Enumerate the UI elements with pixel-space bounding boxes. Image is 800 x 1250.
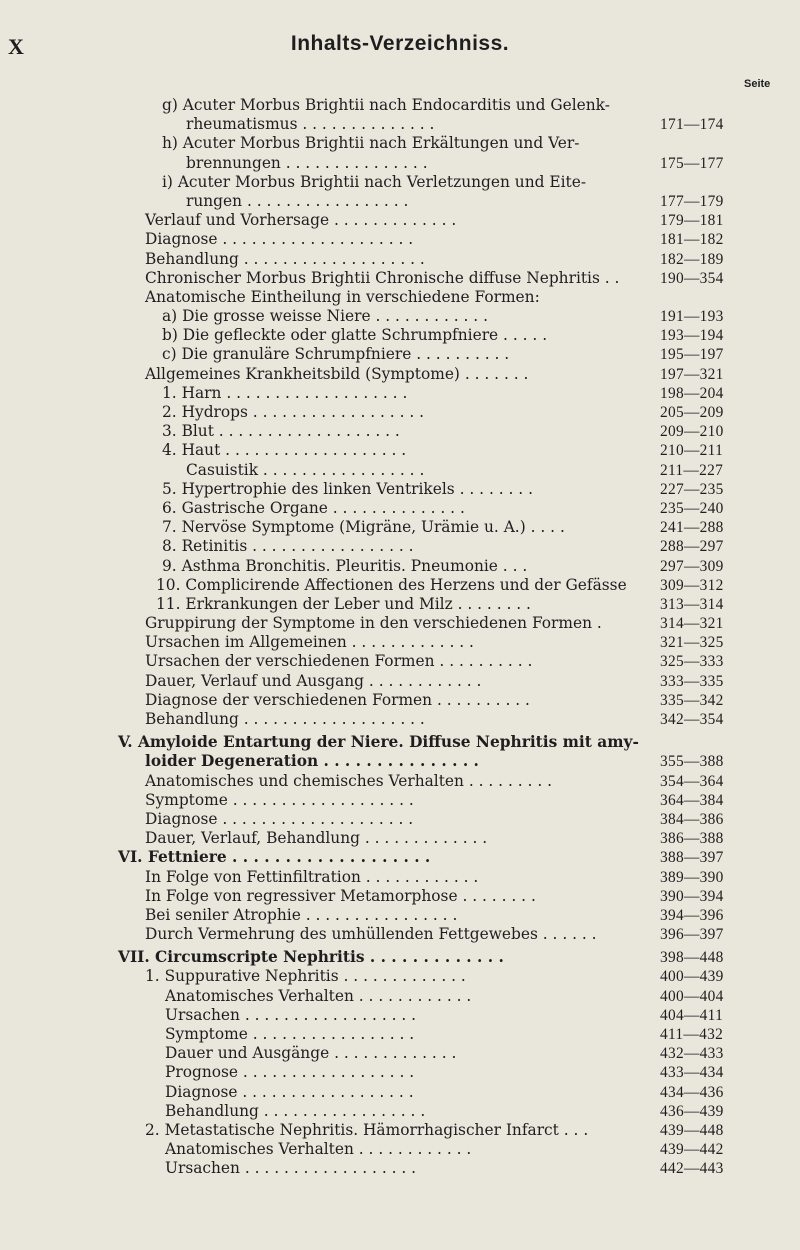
toc-entry-text: Diagnose . . . . . . . . . . . . . . . . . . . . (145, 809, 414, 828)
toc-entry-text: c) Die granuläre Schrumpfniere . . . . . . . . . . (162, 345, 510, 364)
toc-entry-pages: 288—297 (660, 538, 724, 556)
toc-entry-text: Diagnose . . . . . . . . . . . . . . . . . . (165, 1082, 414, 1101)
toc-entry (0, 461, 800, 480)
toc-entry-pages: 179—181 (660, 212, 724, 230)
toc-entry-text: Bei seniler Atrophie . . . . . . . . . . . . . . . . (145, 905, 458, 924)
toc-entry-text: loider Degeneration . . . . . . . . . . . . . . . (145, 752, 479, 771)
toc-entry-pages: 209—210 (660, 423, 724, 441)
toc-entry (0, 192, 800, 211)
toc-entry-pages: 309—312 (660, 576, 724, 594)
toc-entry-pages: 321—325 (660, 634, 724, 652)
toc-entry (0, 633, 800, 652)
toc-entry-pages: 211—227 (660, 461, 724, 479)
toc-entry-pages: 439—448 (660, 1121, 724, 1139)
toc-entry (0, 230, 800, 249)
toc-entry (0, 710, 800, 729)
page-number: X (8, 34, 24, 59)
toc-entry (0, 537, 800, 556)
toc-entry-pages: 190—354 (660, 269, 724, 287)
toc-entry-pages: 297—309 (660, 557, 724, 575)
toc-entry (0, 652, 800, 671)
toc-entry-pages: 364—384 (660, 791, 724, 809)
table-of-contents (0, 96, 800, 1179)
toc-entry-pages: 384—386 (660, 810, 724, 828)
toc-entry (0, 614, 800, 633)
toc-entry-pages: 241—288 (660, 519, 724, 537)
toc-entry-text: Behandlung . . . . . . . . . . . . . . . . . (165, 1101, 426, 1120)
toc-entry (0, 595, 800, 614)
toc-section-heading (0, 733, 800, 752)
toc-entry (0, 250, 800, 269)
toc-entry-pages: 181—182 (660, 231, 724, 249)
toc-entry (0, 499, 800, 518)
toc-entry-text: 3. Blut . . . . . . . . . . . . . . . . . . . (162, 422, 400, 441)
toc-entry-text: 1. Suppurative Nephritis . . . . . . . . . . . . . (145, 967, 466, 986)
toc-entry (0, 1044, 800, 1063)
toc-entry-pages: 235—240 (660, 499, 724, 517)
toc-entry-text: Behandlung . . . . . . . . . . . . . . . . . . . (145, 710, 425, 728)
toc-entry (0, 154, 800, 173)
toc-entry (0, 557, 800, 576)
toc-entry-pages: 442—443 (660, 1160, 724, 1178)
toc-entry (0, 887, 800, 906)
toc-entry-text: Chronischer Morbus Brightii Chronische diffuse Nephritis . . (145, 268, 620, 287)
toc-entry-pages: 389—390 (660, 868, 724, 886)
toc-entry-text: rheumatismus . . . . . . . . . . . . . . (186, 115, 435, 134)
toc-entry-pages: 335—342 (660, 691, 724, 709)
toc-section-heading (0, 752, 800, 771)
toc-entry (0, 403, 800, 422)
toc-entry-pages: 354—364 (660, 772, 724, 790)
toc-entry-pages: 198—204 (660, 384, 724, 402)
toc-entry-pages: 439—442 (660, 1141, 724, 1159)
toc-entry-text: Prognose . . . . . . . . . . . . . . . . . . (165, 1063, 415, 1082)
toc-entry-pages: 396—397 (660, 926, 724, 944)
toc-entry-text: i) Acuter Morbus Brightii nach Verletzungen und Eite- (162, 172, 587, 191)
toc-entry-pages: 404—411 (660, 1006, 724, 1024)
toc-entry-text: 10. Complicirende Affectionen des Herzens und der Gefässe (156, 575, 627, 594)
toc-entry-pages: 195—197 (660, 346, 724, 364)
toc-entry (0, 518, 800, 537)
page-title: Inhalts-Verzeichniss. (290, 32, 510, 55)
toc-entry-pages: 314—321 (660, 615, 724, 633)
toc-entry-text: Ursachen . . . . . . . . . . . . . . . . . . (165, 1159, 417, 1178)
toc-entry (0, 906, 800, 925)
toc-entry-text: Casuistik . . . . . . . . . . . . . . . . . (186, 460, 425, 479)
toc-entry-text: VII. Circumscripte Nephritis . . . . . . . . . . . . . (118, 948, 504, 967)
toc-entry (0, 576, 800, 595)
toc-entry-text: Diagnose der verschiedenen Formen . . . . . . . . . . (145, 690, 530, 709)
toc-entry (0, 868, 800, 887)
toc-entry (0, 967, 800, 986)
toc-entry (0, 96, 800, 115)
toc-entry-text: 7. Nervöse Symptome (Migräne, Urämie u. A.) . . . . (162, 518, 565, 537)
toc-entry-text: 6. Gastrische Organe . . . . . . . . . . . . . . (162, 498, 465, 517)
toc-entry-text: Dauer, Verlauf und Ausgang . . . . . . . . . . . . (145, 671, 482, 690)
toc-entry (0, 307, 800, 326)
toc-entry-pages: 205—209 (660, 404, 724, 421)
toc-entry-text: Symptome . . . . . . . . . . . . . . . . . . . (145, 790, 414, 809)
toc-entry-text: In Folge von regressiver Metamorphose . . . . . . . . (145, 886, 536, 905)
toc-entry-text: 8. Retinitis . . . . . . . . . . . . . . . . . (162, 537, 414, 556)
toc-entry-text: Ursachen . . . . . . . . . . . . . . . . . . (165, 1005, 417, 1024)
toc-entry-pages: 434—436 (660, 1083, 724, 1101)
toc-entry-pages: 394—396 (660, 906, 724, 924)
toc-entry-text: Symptome . . . . . . . . . . . . . . . . . (165, 1025, 415, 1043)
toc-entry-pages: 227—235 (660, 480, 724, 498)
toc-entry-pages: 333—335 (660, 672, 724, 690)
toc-entry-pages: 325—333 (660, 653, 724, 671)
toc-entry-text: Diagnose . . . . . . . . . . . . . . . . . . . . (145, 230, 414, 249)
toc-entry-pages: 182—189 (660, 250, 724, 268)
toc-entry-text: Gruppirung der Symptome in den verschiedenen Formen . (145, 614, 602, 633)
toc-entry-text: V. Amyloide Entartung der Niere. Diffuse Nephritis mit amy- (118, 733, 639, 752)
toc-entry (0, 288, 800, 307)
toc-entry (0, 987, 800, 1006)
toc-entry-text: 2. Hydrops . . . . . . . . . . . . . . . . . . (162, 403, 425, 421)
toc-entry-text: Behandlung . . . . . . . . . . . . . . . . . . . (145, 249, 425, 268)
toc-entry (0, 422, 800, 441)
toc-entry-pages: 388—397 (660, 849, 724, 867)
toc-entry-pages: 197—321 (660, 365, 724, 383)
toc-entry (0, 829, 800, 848)
toc-entry (0, 810, 800, 829)
toc-entry (0, 441, 800, 460)
toc-entry-pages: 193—194 (660, 327, 724, 345)
toc-section-heading (0, 948, 800, 967)
toc-entry (0, 925, 800, 944)
toc-entry-pages: 175—177 (660, 154, 724, 172)
toc-entry-text: Anatomisches Verhalten . . . . . . . . . . . . (165, 986, 472, 1005)
toc-entry-text: Dauer, Verlauf, Behandlung . . . . . . . . . . . . . (145, 829, 488, 848)
toc-entry-pages: 342—354 (660, 711, 724, 728)
toc-entry-text: g) Acuter Morbus Brightii nach Endocarditis und Gelenk- (162, 96, 610, 114)
toc-section-heading (0, 848, 800, 867)
toc-entry-text: VI. Fettniere . . . . . . . . . . . . . . . . . . . (118, 848, 431, 867)
toc-entry-pages: 432—433 (660, 1045, 724, 1063)
toc-entry-text: Anatomische Eintheilung in verschiedene Formen: (145, 287, 540, 306)
toc-entry-text: Durch Vermehrung des umhüllenden Fettgewebes . . . . . . (145, 925, 597, 944)
toc-entry (0, 134, 800, 153)
toc-entry-text: brennungen . . . . . . . . . . . . . . . (186, 153, 428, 172)
toc-entry (0, 1140, 800, 1159)
toc-entry-text: 5. Hypertrophie des linken Ventrikels . . . . . . . . (162, 479, 533, 498)
toc-entry (0, 772, 800, 791)
toc-entry-text: 9. Asthma Bronchitis. Pleuritis. Pneumonie . . . (162, 556, 528, 575)
toc-entry-text: Ursachen im Allgemeinen . . . . . . . . . . . . . (145, 633, 474, 652)
toc-entry-text: 1. Harn . . . . . . . . . . . . . . . . . . . (162, 383, 408, 402)
toc-entry (0, 173, 800, 192)
toc-entry-pages: 398—448 (660, 949, 724, 967)
toc-entry (0, 1063, 800, 1082)
toc-entry-text: b) Die gefleckte oder glatte Schrumpfniere . . . . . (162, 326, 548, 345)
page-column-label: Seite (744, 78, 771, 90)
toc-entry-pages: 390—394 (660, 887, 724, 905)
toc-entry (0, 345, 800, 364)
toc-entry (0, 1159, 800, 1178)
toc-entry-text: 11. Erkrankungen der Leber und Milz . . . . . . . . (156, 594, 531, 613)
toc-entry-text: a) Die grosse weisse Niere . . . . . . . . . . . . (162, 307, 488, 326)
toc-entry-pages: 436—439 (660, 1102, 724, 1120)
toc-entry-text: Dauer und Ausgänge . . . . . . . . . . . . . (165, 1044, 457, 1063)
toc-entry (0, 480, 800, 499)
toc-entry-pages: 210—211 (660, 442, 724, 460)
toc-entry-pages: 386—388 (660, 830, 724, 848)
toc-entry (0, 1025, 800, 1044)
toc-entry-text: rungen . . . . . . . . . . . . . . . . . (186, 191, 409, 210)
toc-entry-text: Ursachen der verschiedenen Formen . . . . . . . . . . (145, 652, 533, 671)
toc-entry (0, 1121, 800, 1140)
page-header (0, 30, 800, 60)
toc-entry-text: 2. Metastatische Nephritis. Hämorrhagischer Infarct . . . (145, 1120, 589, 1139)
toc-entry-text: Anatomisches und chemisches Verhalten . . . . . . . . . (145, 771, 552, 790)
toc-entry (0, 1102, 800, 1121)
toc-entry (0, 384, 800, 403)
toc-entry (0, 115, 800, 134)
toc-entry (0, 211, 800, 230)
toc-entry-pages: 191—193 (660, 308, 724, 326)
toc-entry-text: In Folge von Fettinfiltration . . . . . . . . . . . . (145, 867, 479, 886)
toc-entry (0, 326, 800, 345)
toc-entry (0, 672, 800, 691)
toc-entry-pages: 355—388 (660, 753, 724, 771)
toc-entry-pages: 313—314 (660, 595, 724, 613)
toc-entry-text: 4. Haut . . . . . . . . . . . . . . . . . . . (162, 441, 407, 460)
toc-entry (0, 1083, 800, 1102)
toc-entry (0, 1006, 800, 1025)
toc-entry-text: Allgemeines Krankheitsbild (Symptome) . . . . . . . (145, 364, 529, 383)
toc-entry-pages: 433—434 (660, 1064, 724, 1082)
toc-entry-text: h) Acuter Morbus Brightii nach Erkältungen und Ver- (162, 134, 580, 153)
toc-entry-pages: 400—404 (660, 987, 724, 1005)
toc-entry-pages: 171—174 (660, 116, 724, 134)
toc-entry (0, 365, 800, 384)
toc-entry (0, 691, 800, 710)
toc-entry-pages: 177—179 (660, 192, 724, 210)
toc-entry-text: Verlauf und Vorhersage . . . . . . . . . . . . . (145, 211, 457, 230)
toc-entry (0, 269, 800, 288)
toc-entry-pages: 411—432 (660, 1026, 724, 1043)
toc-entry-text: Anatomisches Verhalten . . . . . . . . . . . . (165, 1140, 472, 1159)
toc-entry-pages: 400—439 (660, 968, 724, 986)
toc-entry (0, 791, 800, 810)
